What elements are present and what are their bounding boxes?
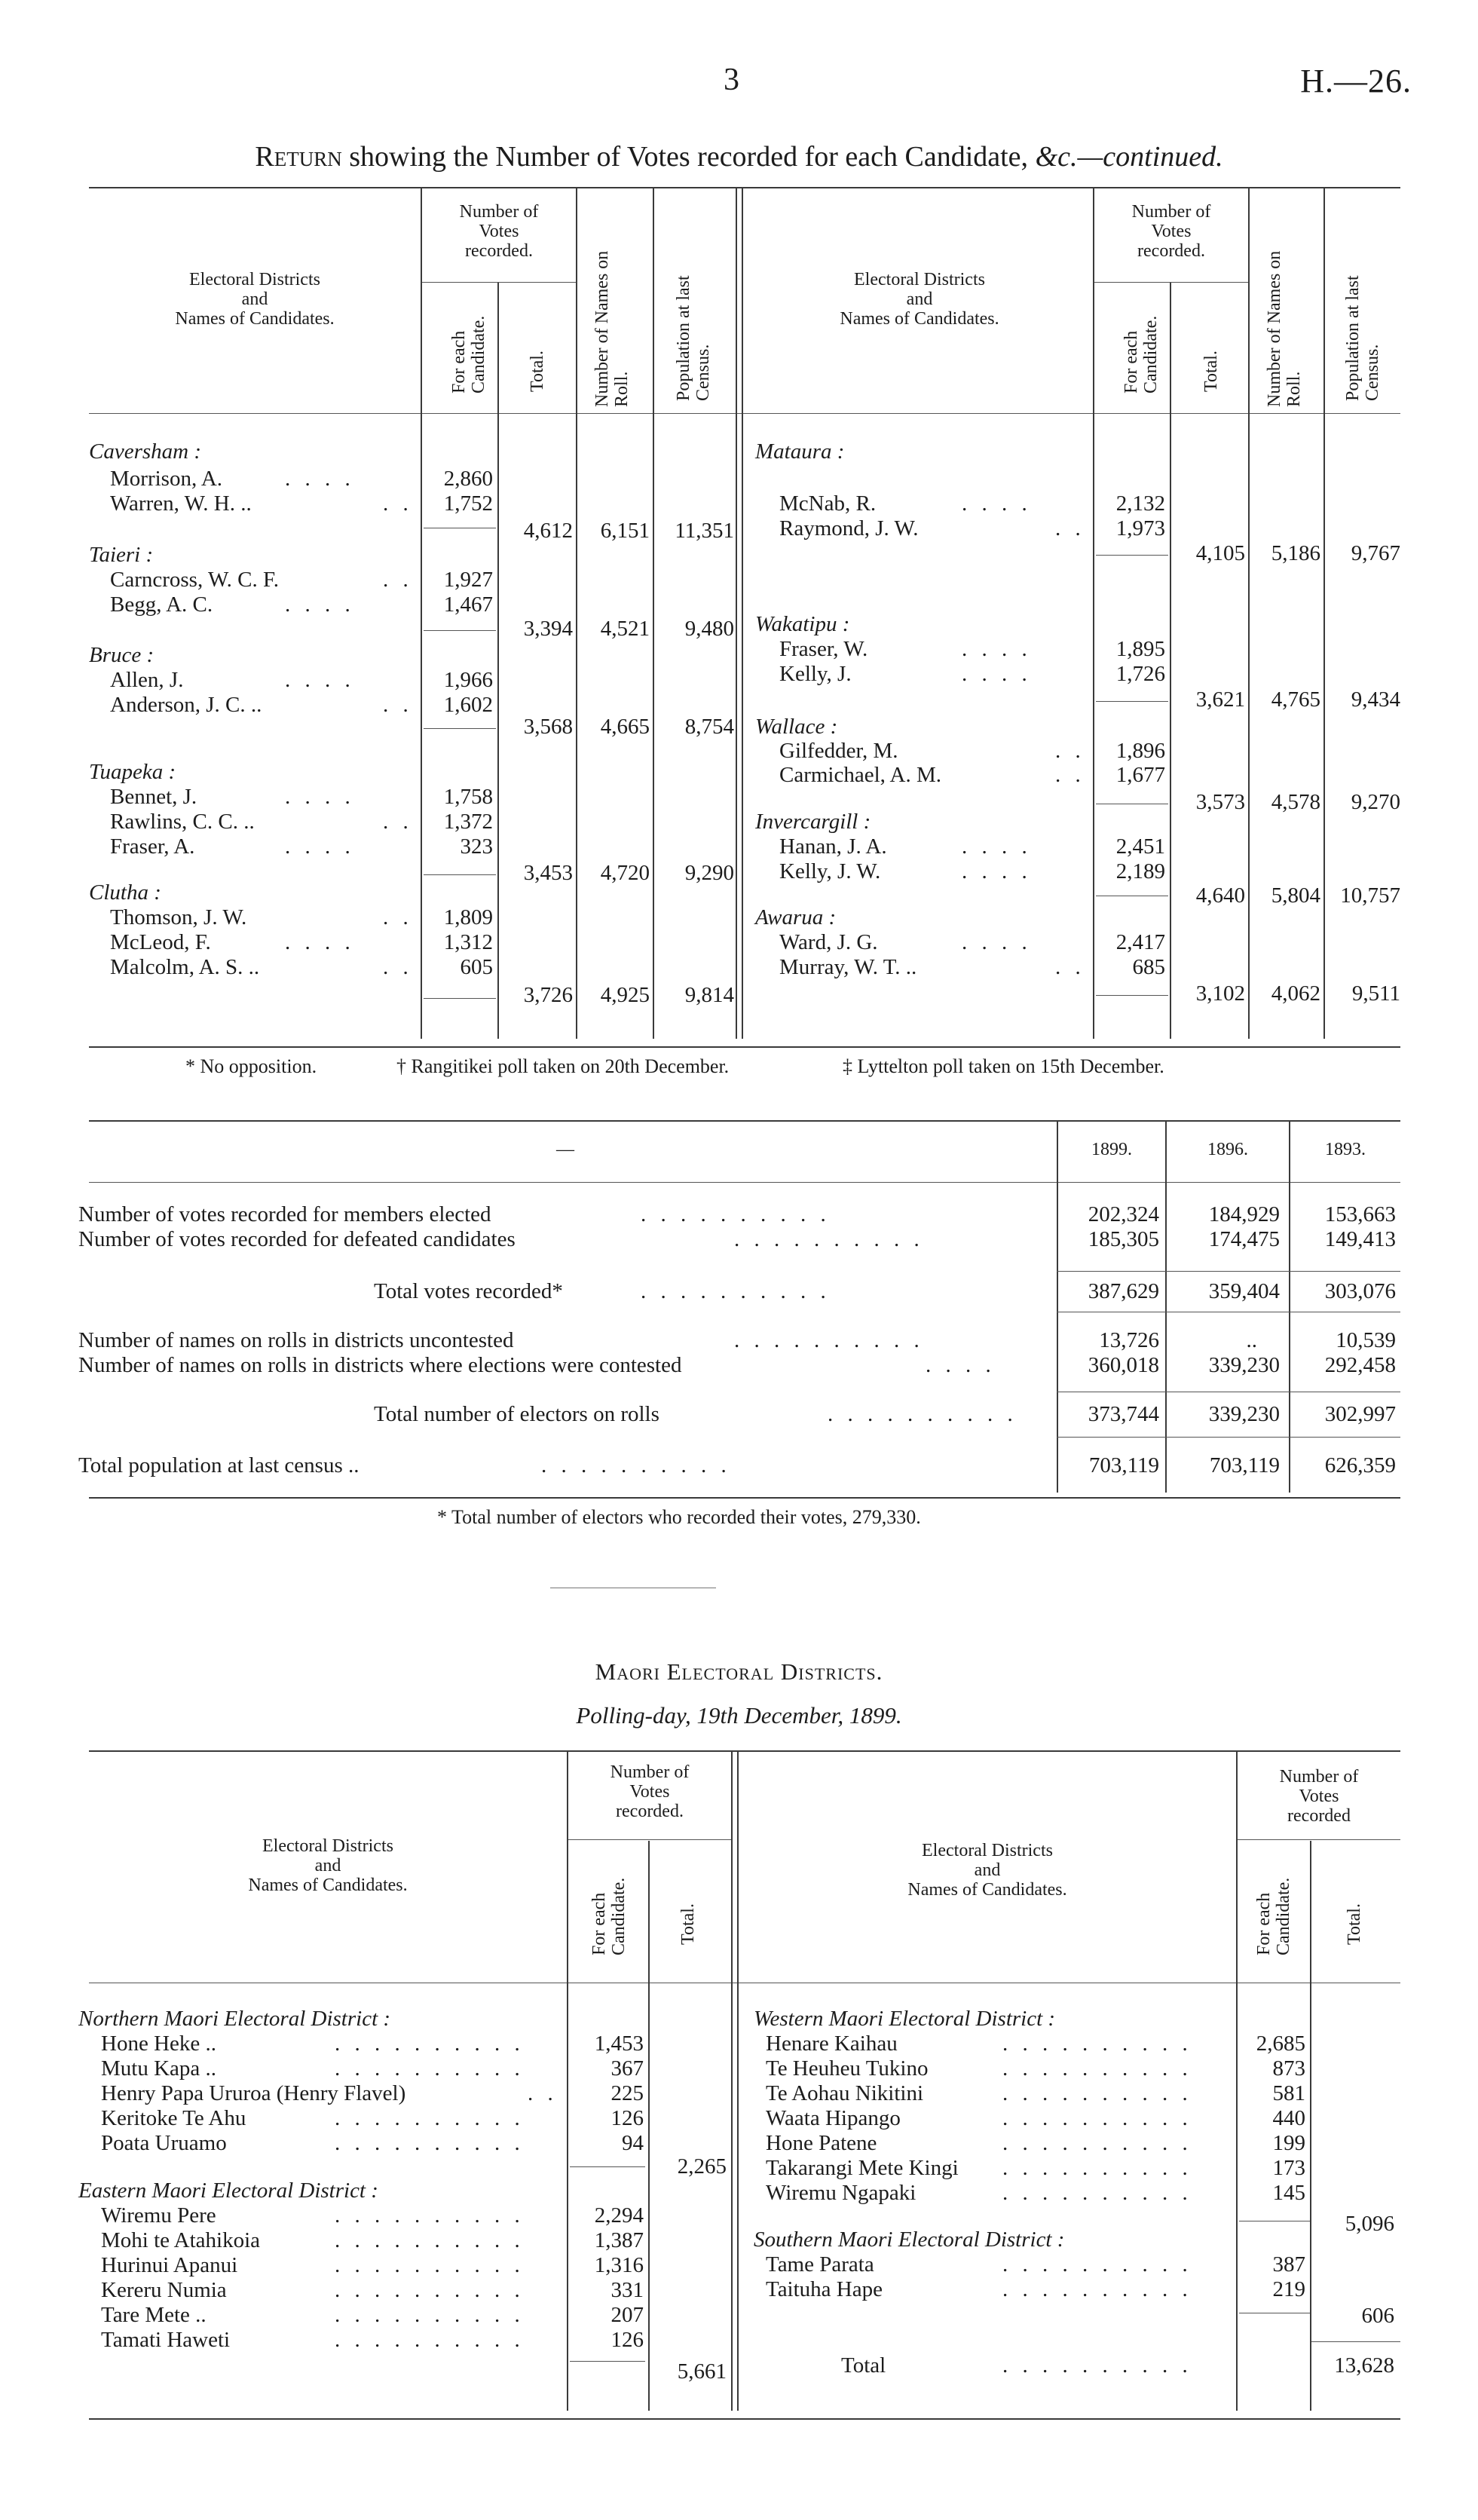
district-roll: 4,925 [600, 983, 650, 1007]
candidate-name: Hurinui Apanui [101, 2253, 238, 2277]
district-population: 8,754 [684, 715, 734, 739]
candidate-name: McLeod, F. [110, 930, 211, 954]
value-1899: 202,324 [1088, 1202, 1159, 1226]
candidate-name: Hone Heke .. [101, 2032, 217, 2056]
candidate-name: Tare Mete .. [101, 2303, 207, 2327]
candidate-name: Tamati Haweti [101, 2328, 231, 2352]
candidate-name: Mohi te Atahikoia [101, 2228, 261, 2252]
candidate-name: Bennet, J. [110, 785, 197, 809]
leader-dots: . . . . . . . . . . [541, 1453, 731, 1477]
value-1893: 10,539 [1336, 1328, 1396, 1352]
candidate-votes: 1,372 [443, 810, 493, 834]
value-1899: 13,726 [1099, 1328, 1159, 1352]
leader-dots: . . . . . . . . . . [335, 2228, 525, 2252]
candidate-name: Begg, A. C. [110, 592, 213, 617]
leader-dots: . . [1055, 516, 1085, 540]
candidate-votes: 199 [1272, 2131, 1305, 2155]
district-roll: 5,186 [1271, 541, 1320, 565]
leader-dots: . . . . [285, 834, 355, 859]
leader-dots: . . . . . . . . . . [1002, 2252, 1192, 2277]
value-1896: 339,230 [1208, 1353, 1280, 1377]
value-1896: 703,119 [1209, 1453, 1280, 1477]
district-total: 3,726 [523, 983, 573, 1007]
candidate-votes: 219 [1272, 2277, 1305, 2301]
district-total: 3,394 [523, 617, 573, 641]
candidate-name: Hanan, J. A. [779, 834, 887, 859]
candidate-name: Raymond, J. W. [779, 516, 919, 540]
candidate-votes: 126 [610, 2106, 644, 2130]
candidate-name: Carncross, W. C. F. [110, 568, 280, 592]
district-total: 4,640 [1195, 883, 1245, 908]
header-total-left: Total. [528, 351, 547, 392]
leader-dots: . . . . . . . . . . [1002, 2156, 1192, 2180]
district-name: Invercargill : [755, 810, 871, 834]
candidate-name: Kelly, J. [779, 662, 852, 686]
document-code: H.—26. [1300, 63, 1412, 100]
district-roll: 4,062 [1271, 981, 1320, 1006]
candidate-votes: 685 [1132, 955, 1165, 979]
candidate-votes: 145 [1272, 2181, 1305, 2205]
summary-label: Number of names on rolls in districts uncontested [78, 1328, 514, 1352]
candidate-name: Poata Uruamo [101, 2131, 227, 2155]
maori-header-total-right: Total. [1345, 1903, 1364, 1945]
district-total: 3,102 [1195, 981, 1245, 1006]
candidate-name: Gilfedder, M. [779, 739, 898, 763]
district-roll: 4,521 [600, 617, 650, 641]
leader-dots: . . . . . . . . . . [1002, 2106, 1192, 2130]
maori-district-total: 606 [1361, 2304, 1394, 2328]
district-population: 9,434 [1351, 687, 1400, 712]
district-total: 3,568 [523, 715, 573, 739]
district-population: 10,757 [1340, 883, 1400, 908]
district-population: 9,814 [684, 983, 734, 1007]
footnote-rangitikei: † Rangitikei poll taken on 20th December. [396, 1055, 730, 1077]
heading-continued: &c.—continued. [1035, 141, 1223, 173]
header-names-on-roll-right: Number of Names on Roll. [1265, 250, 1304, 407]
maori-district-name: Northern Maori Electoral District : [78, 2007, 391, 2031]
value-1896: 174,475 [1208, 1227, 1280, 1251]
candidate-name: Henry Papa Ururoa (Henry Flavel) [101, 2081, 406, 2105]
heading-text: showing the Number of Votes recorded for each Candidate, [341, 141, 1036, 173]
candidate-votes: 1,896 [1115, 739, 1165, 763]
candidate-votes: 2,685 [1256, 2032, 1305, 2056]
candidate-votes: 323 [460, 834, 493, 859]
leader-dots: . . [383, 568, 413, 592]
leader-dots: . . . . . . . . . . [734, 1328, 924, 1352]
header-votes-recorded-right: Number of Votes recorded. [1131, 202, 1211, 261]
leader-dots: . . . . [962, 834, 1032, 859]
candidate-name: Kelly, J. W. [779, 859, 881, 883]
candidate-name: Kereru Numia [101, 2278, 227, 2302]
leader-dots: . . . . . . . . . . [734, 1227, 924, 1251]
leader-dots: . . [383, 955, 413, 979]
year-1899: 1899. [1091, 1140, 1132, 1159]
district-roll: 4,578 [1271, 790, 1320, 814]
value-1896: 359,404 [1208, 1279, 1280, 1303]
candidate-votes: 440 [1272, 2106, 1305, 2130]
candidate-votes: 1,752 [443, 491, 493, 516]
leader-dots: . . . . [926, 1353, 996, 1377]
value-1893: 292,458 [1324, 1353, 1396, 1377]
district-name: Bruce : [89, 643, 155, 667]
leader-dots: . . [1055, 739, 1085, 763]
candidate-votes: 581 [1272, 2081, 1305, 2105]
candidate-votes: 1,758 [443, 785, 493, 809]
candidate-votes: 1,316 [594, 2253, 644, 2277]
district-population: 9,270 [1351, 790, 1400, 814]
candidate-votes: 1,966 [443, 668, 493, 692]
candidate-votes: 1,387 [594, 2228, 644, 2252]
candidate-name: Fraser, W. [779, 637, 868, 661]
candidate-votes: 2,451 [1115, 834, 1165, 859]
maori-district-name: Eastern Maori Electoral District : [78, 2179, 378, 2203]
value-1896: 339,230 [1208, 1402, 1280, 1426]
candidate-name: Ward, J. G. [779, 930, 878, 954]
candidate-votes: 207 [610, 2303, 644, 2327]
candidate-votes: 367 [610, 2056, 644, 2081]
value-1899: 373,744 [1088, 1402, 1159, 1426]
maori-header-votes-right: Number of Votes recorded [1279, 1767, 1359, 1826]
leader-dots: . . . . [962, 662, 1032, 686]
candidate-votes: 873 [1272, 2056, 1305, 2081]
summary-label: Number of votes recorded for defeated candidates [78, 1227, 516, 1251]
district-total: 4,105 [1195, 541, 1245, 565]
summary-dash: — [556, 1140, 574, 1159]
leader-dots: . . . . [962, 859, 1032, 883]
leader-dots: . . . . . . . . . . [335, 2131, 525, 2155]
candidate-name: Anderson, J. C. .. [110, 693, 262, 717]
year-1893: 1893. [1325, 1140, 1366, 1159]
candidate-votes: 387 [1272, 2252, 1305, 2277]
candidate-votes: 1,453 [594, 2032, 644, 2056]
leader-dots: . . . . . . . . . . [335, 2328, 525, 2352]
leader-dots: . . . . . . . . . . [1002, 2056, 1192, 2081]
candidate-votes: 2,417 [1115, 930, 1165, 954]
summary-label: Total votes recorded* [374, 1279, 563, 1303]
leader-dots: . . . . . . . . . . [828, 1402, 1017, 1426]
leader-dots: . . [1055, 955, 1085, 979]
value-1896: 184,929 [1208, 1202, 1280, 1226]
district-roll: 6,151 [600, 519, 650, 543]
district-name: Taieri : [89, 543, 154, 567]
leader-dots: . . . . [285, 467, 355, 491]
header-population-left: Population at last Census. [674, 275, 713, 401]
leader-dots: . . . . [285, 785, 355, 809]
value-1893: 303,076 [1324, 1279, 1396, 1303]
maori-subtitle: Polling-day, 19th December, 1899. [576, 1702, 902, 1728]
candidate-name: Fraser, A. [110, 834, 195, 859]
candidate-votes: 94 [622, 2131, 644, 2155]
page-number: 3 [724, 63, 739, 97]
leader-dots: . . . . . . . . . . [1002, 2277, 1192, 2301]
leader-dots: . . . . [285, 592, 355, 617]
candidate-votes: 2,860 [443, 467, 493, 491]
header-names-on-roll-left: Number of Names on Roll. [592, 250, 632, 407]
candidate-name: Keritoke Te Ahu [101, 2106, 246, 2130]
district-total: 3,573 [1195, 790, 1245, 814]
candidate-name: Allen, J. [110, 668, 184, 692]
candidate-name: Tame Parata [766, 2252, 874, 2277]
candidate-votes: 2,132 [1115, 491, 1165, 516]
value-1893: 149,413 [1324, 1227, 1396, 1251]
candidate-votes: 173 [1272, 2156, 1305, 2180]
leader-dots: . . . . . . . . . . [1002, 2181, 1192, 2205]
leader-dots: . . . . . . . . . . [1002, 2081, 1192, 2105]
district-population: 11,351 [675, 519, 734, 543]
candidate-name: Mutu Kapa .. [101, 2056, 217, 2081]
candidate-name: Takarangi Mete Kingi [766, 2156, 959, 2180]
district-roll: 4,665 [600, 715, 650, 739]
header-total-right: Total. [1201, 351, 1221, 392]
district-name: Wallace : [755, 715, 838, 739]
candidate-name: Malcolm, A. S. .. [110, 955, 260, 979]
leader-dots: . . . . [285, 930, 355, 954]
candidate-votes: 225 [610, 2081, 644, 2105]
leader-dots: . . . . . . . . . . [1002, 2353, 1192, 2378]
leader-dots: . . . . . . . . . . [335, 2056, 525, 2081]
value-1899: 387,629 [1088, 1279, 1159, 1303]
district-total: 3,453 [523, 861, 573, 885]
header-population-right: Population at last Census. [1343, 275, 1382, 401]
maori-district-name: Southern Maori Electoral District : [754, 2228, 1065, 2252]
district-population: 9,290 [684, 861, 734, 885]
maori-header-districts-left: Electoral Districts and Names of Candidates. [248, 1836, 408, 1895]
summary-footnote: * Total number of electors who recorded their votes, 279,330. [437, 1506, 921, 1528]
leader-dots: . . [1055, 763, 1085, 787]
page-heading [0, 140, 1478, 173]
district-total: 4,612 [523, 519, 573, 543]
maori-header-districts-right: Electoral Districts and Names of Candidates. [907, 1841, 1067, 1900]
maori-title: Maori Electoral Districts. [595, 1658, 883, 1685]
header-districts-left: Electoral Districts and Names of Candidates. [175, 270, 335, 329]
value-1899: 360,018 [1088, 1353, 1159, 1377]
district-roll: 5,804 [1271, 883, 1320, 908]
district-name: Awarua : [755, 905, 837, 929]
leader-dots: . . . . [962, 930, 1032, 954]
maori-header-for-each-right: For each Candidate. [1254, 1877, 1293, 1955]
candidate-name: Te Heuheu Tukino [766, 2056, 929, 2081]
district-name: Caversham : [89, 439, 202, 464]
leader-dots: . . . . [962, 637, 1032, 661]
leader-dots: . . . . . . . . . . [335, 2106, 525, 2130]
leader-dots: . . [528, 2081, 558, 2105]
leader-dots: . . . . [285, 668, 355, 692]
candidate-name: Waata Hipango [766, 2106, 901, 2130]
candidate-votes: 1,677 [1115, 763, 1165, 787]
leader-dots: . . . . . . . . . . [641, 1202, 831, 1226]
footnote-lyttelton: ‡ Lyttelton poll taken on 15th December. [843, 1055, 1164, 1077]
candidate-votes: 126 [610, 2328, 644, 2352]
year-1896: 1896. [1207, 1140, 1248, 1159]
value-1896: .. [1246, 1328, 1257, 1352]
header-for-each-right: For each Candidate. [1122, 315, 1161, 393]
maori-district-total: 5,096 [1345, 2212, 1394, 2236]
district-name: Tuapeka : [89, 760, 176, 784]
candidate-votes: 1,602 [443, 693, 493, 717]
candidate-name: Rawlins, C. C. .. [110, 810, 255, 834]
candidate-name: Warren, W. H. .. [110, 491, 252, 516]
value-1899: 703,119 [1088, 1453, 1159, 1477]
candidate-votes: 331 [610, 2278, 644, 2302]
candidate-votes: 1,467 [443, 592, 493, 617]
candidate-name: Morrison, A. [110, 467, 223, 491]
district-population: 9,767 [1351, 541, 1400, 565]
heading-lead: Return [255, 141, 342, 173]
candidate-name: Te Aohau Nikitini [766, 2081, 924, 2105]
candidate-votes: 1,927 [443, 568, 493, 592]
district-total: 3,621 [1195, 687, 1245, 712]
header-districts-right: Electoral Districts and Names of Candidates. [840, 270, 999, 329]
candidate-votes: 1,809 [443, 905, 493, 929]
leader-dots: . . [383, 491, 413, 516]
maori-header-votes-left: Number of Votes recorded. [610, 1762, 690, 1821]
leader-dots: . . . . . . . . . . [335, 2303, 525, 2327]
district-roll: 4,765 [1271, 687, 1320, 712]
summary-label: Total number of electors on rolls [374, 1402, 659, 1426]
leader-dots: . . . . . . . . . . [335, 2253, 525, 2277]
leader-dots: . . [383, 905, 413, 929]
footnote-no-opposition: * No opposition. [185, 1055, 317, 1077]
maori-header-for-each-left: For each Candidate. [589, 1877, 629, 1955]
maori-district-total: 5,661 [677, 2359, 727, 2384]
district-name: Mataura : [755, 439, 845, 464]
maori-district-total: 2,265 [677, 2154, 727, 2179]
leader-dots: . . . . [962, 491, 1032, 516]
candidate-votes: 1,312 [443, 930, 493, 954]
district-roll: 4,720 [600, 861, 650, 885]
maori-header-total-left: Total. [678, 1903, 698, 1945]
leader-dots: . . . . . . . . . . [641, 1279, 831, 1303]
leader-dots: . . [383, 810, 413, 834]
district-population: 9,511 [1351, 981, 1400, 1006]
candidate-name: Henare Kaihau [766, 2032, 898, 2056]
candidate-name: Murray, W. T. .. [779, 955, 917, 979]
district-population: 9,480 [684, 617, 734, 641]
summary-label: Total population at last census .. [78, 1453, 360, 1477]
candidate-votes: 2,294 [594, 2203, 644, 2228]
summary-label: Number of names on rolls in districts where elections were contested [78, 1353, 682, 1377]
leader-dots: . . [383, 693, 413, 717]
leader-dots: . . . . . . . . . . [1002, 2131, 1192, 2155]
leader-dots: . . . . . . . . . . [335, 2278, 525, 2302]
candidate-votes: 605 [460, 955, 493, 979]
district-name: Wakatipu : [755, 612, 850, 636]
value-1893: 153,663 [1324, 1202, 1396, 1226]
grand-total-value: 13,628 [1334, 2353, 1394, 2378]
summary-label: Number of votes recorded for members elected [78, 1202, 491, 1226]
candidate-name: Thomson, J. W. [110, 905, 247, 929]
candidate-name: Taituha Hape [766, 2277, 883, 2301]
candidate-name: Wiremu Pere [101, 2203, 216, 2228]
leader-dots: . . . . . . . . . . [1002, 2032, 1192, 2056]
header-votes-recorded-left: Number of Votes recorded. [459, 202, 539, 261]
candidate-name: Carmichael, A. M. [779, 763, 942, 787]
leader-dots: . . . . . . . . . . [335, 2032, 525, 2056]
value-1899: 185,305 [1088, 1227, 1159, 1251]
candidate-votes: 1,973 [1115, 516, 1165, 540]
value-1893: 626,359 [1324, 1453, 1396, 1477]
candidate-name: Wiremu Ngapaki [766, 2181, 916, 2205]
value-1893: 302,997 [1324, 1402, 1396, 1426]
grand-total-label: Total [841, 2353, 886, 2378]
header-for-each-left: For each Candidate. [449, 315, 488, 393]
candidate-votes: 1,726 [1115, 662, 1165, 686]
candidate-votes: 2,189 [1115, 859, 1165, 883]
maori-district-name: Western Maori Electoral District : [754, 2007, 1056, 2031]
leader-dots: . . . . . . . . . . [335, 2203, 525, 2228]
candidate-name: McNab, R. [779, 491, 877, 516]
candidate-votes: 1,895 [1115, 637, 1165, 661]
district-name: Clutha : [89, 880, 161, 905]
candidate-name: Hone Patene [766, 2131, 877, 2155]
